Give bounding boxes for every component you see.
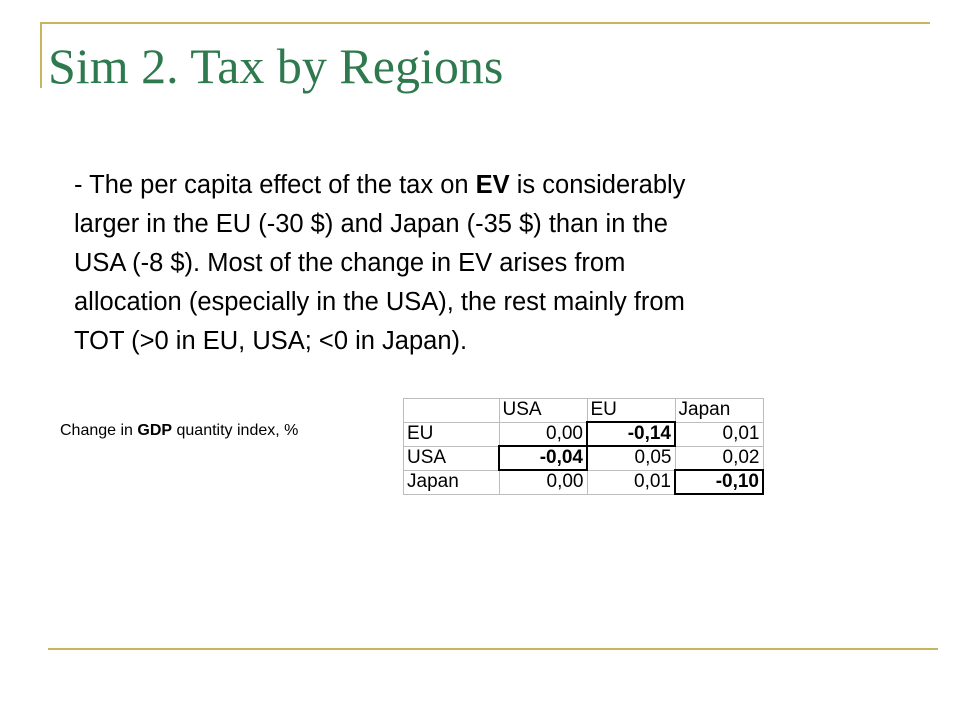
- bullet-text: [74, 166, 874, 361]
- cell-usa-eu: 0,05: [587, 446, 675, 470]
- cell-usa-usa: -0,04: [499, 446, 587, 470]
- ev-term: EV: [475, 171, 510, 199]
- cell-eu-eu: -0,14: [587, 422, 675, 446]
- cell-japan-eu: 0,01: [587, 470, 675, 494]
- table-header-row: [404, 399, 764, 423]
- row-label-eu: EU: [404, 422, 500, 446]
- gdp-term: GDP: [137, 422, 173, 439]
- table-caption: Change in GDP quantity index, %: [60, 422, 299, 439]
- left-rule: [40, 22, 42, 88]
- table-row-usa: [404, 446, 764, 470]
- bullet-line-2: larger in the EU (-30 $) and Japan (-35 $) than in the: [74, 210, 668, 238]
- cell-eu-japan: 0,01: [675, 422, 763, 446]
- gdp-table: [403, 398, 764, 495]
- table-row-japan: [404, 470, 764, 494]
- top-rule: [40, 22, 930, 24]
- cell-eu-usa: 0,00: [499, 422, 587, 446]
- row-label-japan: Japan: [404, 470, 500, 494]
- column-header-eu: EU: [587, 399, 675, 423]
- table-corner-cell: [404, 399, 500, 423]
- row-label-usa: USA: [404, 446, 500, 470]
- slide-title: Sim 2. Tax by Regions: [48, 38, 504, 94]
- cell-japan-japan: -0,10: [675, 470, 763, 494]
- column-header-usa: USA: [499, 399, 587, 423]
- cell-usa-japan: 0,02: [675, 446, 763, 470]
- table-row-eu: [404, 422, 764, 446]
- bullet-line-3: USA (-8 $). Most of the change in EV arises from: [74, 249, 626, 277]
- bottom-rule: [48, 648, 938, 650]
- cell-japan-usa: 0,00: [499, 470, 587, 494]
- bullet-line-4: allocation (especially in the USA), the rest mainly from: [74, 288, 685, 316]
- bullet-line-1: - The per capita effect of the tax on EV is considerably: [74, 171, 686, 199]
- column-header-japan: Japan: [675, 399, 763, 423]
- bullet-line-5: TOT (>0 in EU, USA; <0 in Japan).: [74, 327, 468, 355]
